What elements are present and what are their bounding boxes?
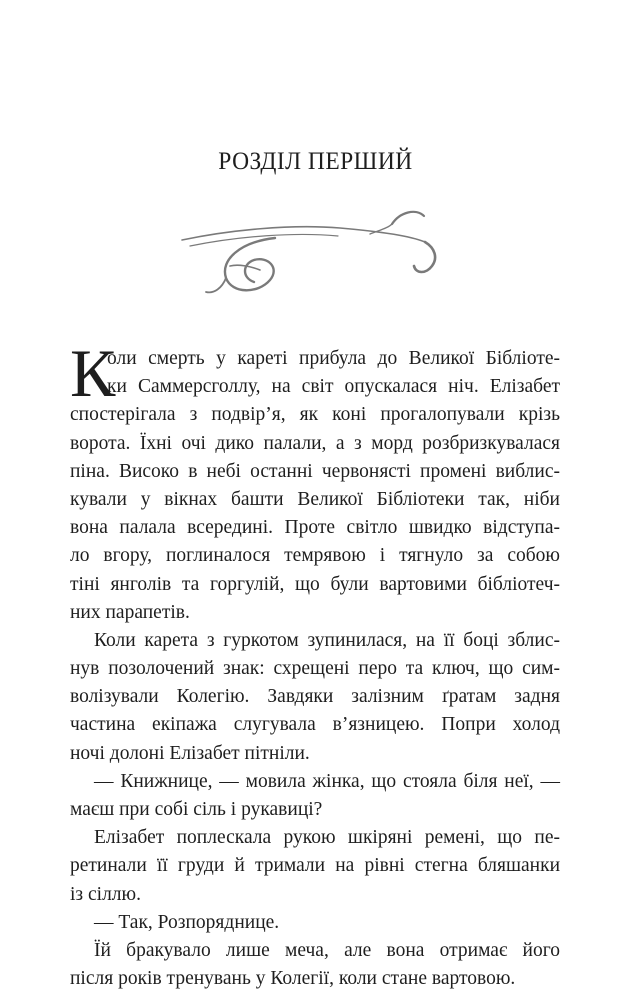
text-line-content: ворота. Їхні очі дико палали, а з морд розбризкувалася [70,432,560,454]
text-line [70,458,560,486]
text-line-content: ки Саммерсголлу, на світ опускалася ніч. Елізабет [107,376,560,398]
text-line-content: кували у вікнах башти Великої Бібліотеки так, ніби [70,488,560,510]
text-line [70,937,560,965]
text-line-content: Їй бракувало лише меча, але вона отримає його [94,939,560,961]
text-line-content: маєш при собі сіль і рукавиці? [70,799,323,820]
text-line [70,881,560,909]
text-line [70,965,560,993]
text-line [70,373,560,401]
text-line-content: — Так, Розпоряднице. [94,911,280,933]
text-line-content: із сіллю. [70,883,141,905]
text-line-content: піна. Високо в небі останні червоняcті промені виблис- [70,460,560,482]
text-line [70,401,560,429]
text-line-content: тіні янголів та горгулій, що були вартовими бібліотеч- [70,573,560,595]
text-line-content: після років тренувань у Колегії, коли стане вартовою. [70,968,516,990]
body-text [70,335,560,993]
text-line [70,542,560,570]
chapter-title: РОЗДІЛ ПЕРШИЙ [218,148,413,175]
text-line-content: ночі долоні Елізабет пітніли. [70,742,310,764]
text-line [70,711,560,739]
text-line [70,852,560,880]
text-line [70,514,560,542]
text-line [70,571,560,599]
text-line-content: — Книжнице, — мовила жінка, що стояла біля неї, — [94,770,560,792]
text-line-content: нув позолочений знак: схрещені перо та ключ, що сим- [70,658,560,680]
text-line-content: волізували Колегію. Завдяки залізним ґратам задня [70,686,560,708]
text-line-content: Коли карета з гуркотом зупинилася, на її боці зблис- [94,629,560,651]
text-line-content: ретинали її груди й тримали на рівні стегна бляшанки [70,855,560,877]
text-line-content: частина екіпажа слугувала в’язницею. Попри холод [70,714,560,736]
text-line [70,430,560,458]
text-line [70,599,560,627]
text-line-content: них парапетів. [70,601,190,623]
text-line [70,740,560,768]
text-line-content: спостерігала з подвір’я, як коні прогалопували крізь [70,404,560,426]
text-line [70,768,560,796]
text-line [70,627,560,655]
text-line [70,909,560,937]
text-line [70,486,560,514]
text-line-content: вона палала всередині. Проте світло швидко відступа- [70,517,560,539]
text-line [70,796,560,824]
text-line-content: Елізабет поплескала рукою шкіряні ремені, що пе- [94,827,560,849]
text-line-content: оли смерть у кареті прибула до Великої Бібліоте- [107,348,560,369]
text-line [70,683,560,711]
text-line [70,345,560,373]
text-line-content: ло вгору, поглиналося темрявою і тягнуло за собою [70,545,560,567]
flourish-ornament-icon [170,202,470,307]
text-line [70,824,560,852]
drop-cap: К [70,335,116,411]
text-line [70,655,560,683]
